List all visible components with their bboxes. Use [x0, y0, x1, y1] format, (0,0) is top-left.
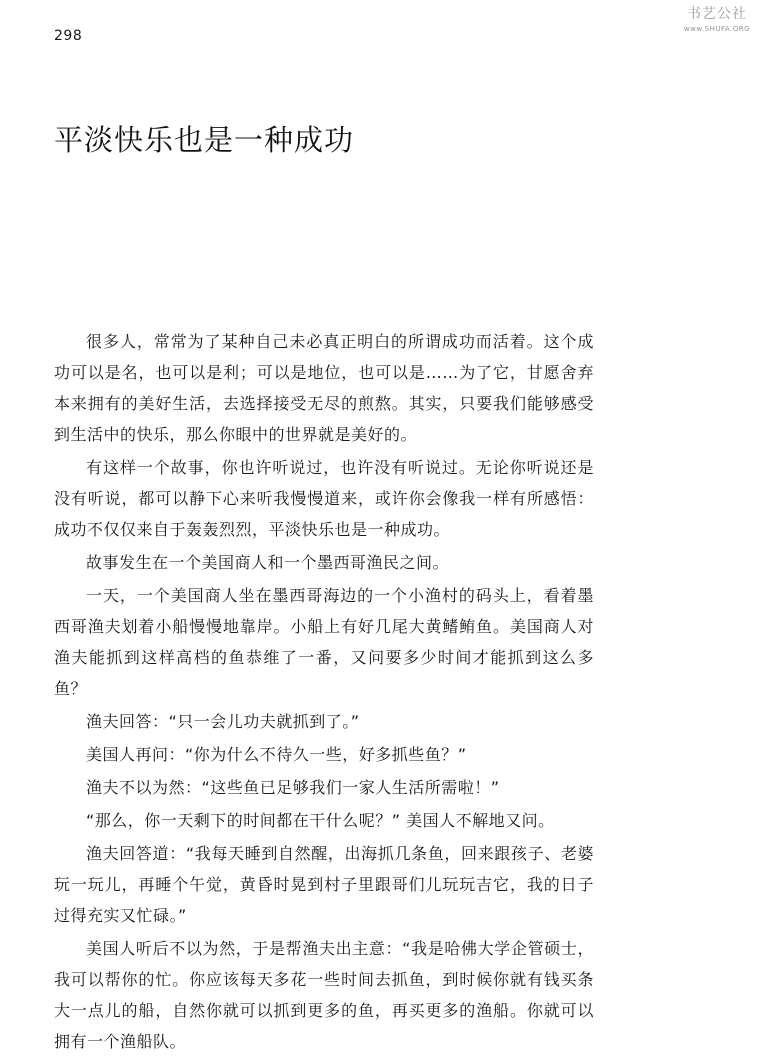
watermark-url: www.SHUFA.ORG — [683, 25, 751, 33]
paragraph: 渔夫回答：“只一会儿功夫就抓到了。” — [86, 712, 360, 731]
watermark-text: 书艺公社 — [687, 6, 747, 22]
body-text — [54, 326, 594, 1059]
paragraph: 渔夫回答道：“我每天睡到自然醒，出海抓几条鱼，回来跟孩子、老婆玩一玩儿，再睡个午觉，黄昏时晃到村子里跟哥们儿玩玩吉它，我的日子过得充实又忙碌。” — [54, 844, 594, 925]
paragraph: 故事发生在一个美国商人和一个墨西哥渔民之间。 — [86, 553, 450, 572]
chapter-title: 平淡快乐也是一种成功 — [54, 123, 355, 157]
paragraph: “那么，你一天剩下的时间都在干什么呢？” 美国人不解地又问。 — [86, 811, 555, 830]
paragraph: 美国人再问：“你为什么不待久一些，好多抓些鱼？” — [86, 745, 467, 764]
publisher-watermark — [682, 4, 752, 42]
page-number: 298 — [54, 28, 83, 44]
paragraph: 美国人听后不以为然，于是帮渔夫出主意：“我是哈佛大学企管硕士，我可以帮你的忙。你应该每天多花一些时间去抓鱼，到时候你就有钱买条大一点儿的船，自然你就可以抓到更多的鱼，再买更多的渔船。你就可以拥有一个渔船队。 — [54, 939, 594, 1051]
paragraph: 渔夫不以为然：“这些鱼已足够我们一家人生活所需啦！” — [86, 778, 500, 797]
paragraph: 很多人，常常为了某种自己未必真正明白的所谓成功而活着。这个成功可以是名，也可以是利；可以是地位，也可以是……为了它，甘愿舍弃本来拥有的美好生活，去选择接受无尽的煎熬。其实，只要我们能够感受到生活中的快乐，那么你眼中的世界就是美好的。 — [54, 332, 594, 444]
paragraph: 一天，一个美国商人坐在墨西哥海边的一个小渔村的码头上，看着墨西哥渔夫划着小船慢慢地靠岸。小船上有好几尾大黄鳍鲔鱼。美国商人对渔夫能抓到这样高档的鱼恭维了一番，又问要多少时间才能抓到这么多鱼？ — [54, 586, 594, 698]
paragraph: 有这样一个故事，你也许听说过，也许没有听说过。无论你听说还是没有听说，都可以静下心来听我慢慢道来，或许你会像我一样有所感悟：成功不仅仅来自于轰轰烈烈，平淡快乐也是一种成功。 — [54, 458, 594, 539]
